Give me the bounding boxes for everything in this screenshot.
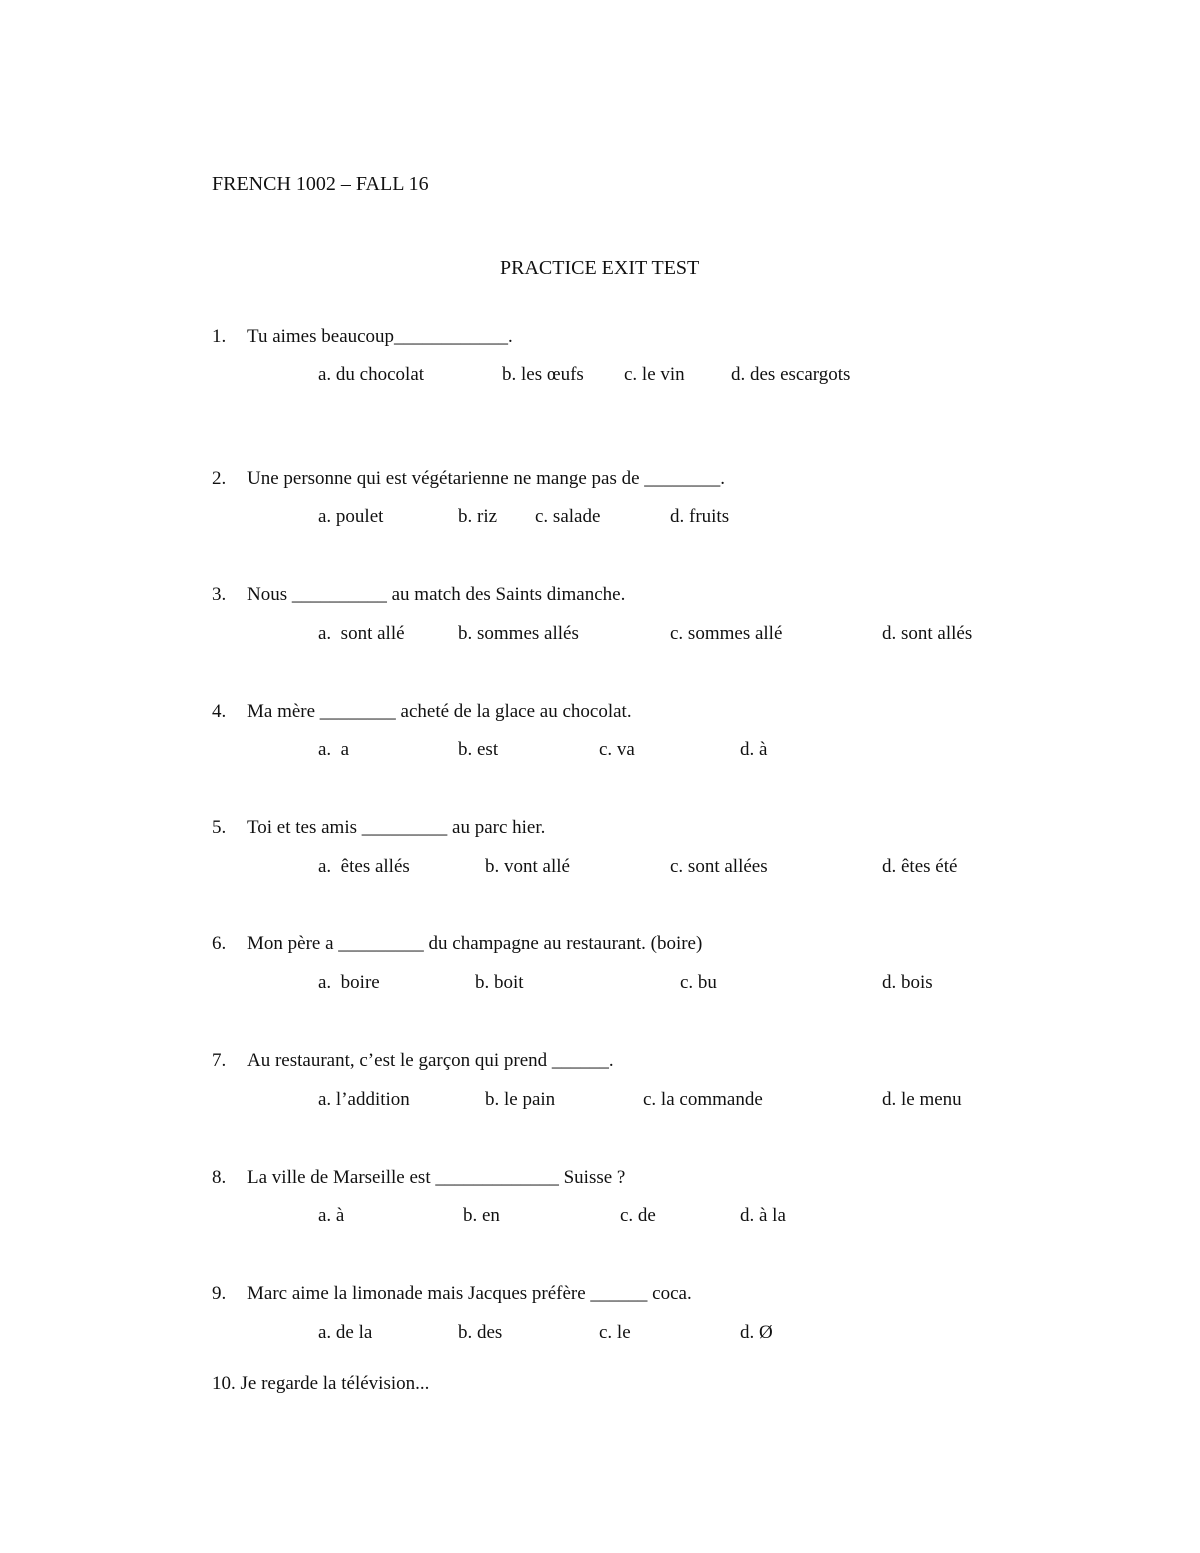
question-number: 7. [212, 1050, 227, 1071]
option-d: d. sont allés [882, 623, 973, 644]
question-number: 3. [212, 584, 227, 605]
question-text: Marc aime la limonade mais Jacques préfère ______ coca. [247, 1283, 692, 1304]
option-c: c. le vin [624, 364, 685, 385]
option-a: a. êtes allés [318, 856, 410, 877]
option-d: d. êtes été [882, 856, 958, 877]
question-number: 9. [212, 1283, 227, 1304]
option-c: c. le [599, 1322, 631, 1343]
option-d: d. Ø [740, 1322, 773, 1343]
option-c: c. va [599, 739, 635, 760]
option-d: d. bois [882, 972, 933, 993]
question-number: 6. [212, 933, 227, 954]
option-d: d. des escargots [731, 364, 851, 385]
question-text: Tu aimes beaucoup____________. [247, 326, 513, 347]
question-text: Au restaurant, c’est le garçon qui prend ______. [247, 1050, 614, 1071]
option-a: a. à [318, 1205, 345, 1226]
option-d: d. fruits [670, 506, 730, 527]
question-text: Nous __________ au match des Saints dimanche. [247, 584, 626, 605]
question-text: Toi et tes amis _________ au parc hier. [247, 817, 546, 838]
option-b: b. des [458, 1322, 503, 1343]
option-b: b. est [458, 739, 499, 760]
option-d: d. à [740, 739, 768, 760]
option-c: c. sommes allé [670, 623, 783, 644]
option-a: a. sont allé [318, 623, 405, 644]
option-a: a. de la [318, 1322, 373, 1343]
question-text: Une personne qui est végétarienne ne mange pas de ________. [247, 468, 726, 489]
option-b: b. le pain [485, 1089, 556, 1110]
question-number: 4. [212, 701, 227, 722]
option-c: c. de [620, 1205, 656, 1226]
option-b: b. riz [458, 506, 498, 527]
question-10: 10. Je regarde la télévision... [212, 1373, 430, 1394]
question-text: Ma mère ________ acheté de la glace au chocolat. [247, 701, 632, 722]
option-a: a. boire [318, 972, 380, 993]
question-text: La ville de Marseille est _____________ Suisse ? [247, 1167, 626, 1188]
option-d: d. à la [740, 1205, 786, 1226]
question-number: 8. [212, 1167, 227, 1188]
option-b: b. boit [475, 972, 524, 993]
option-c: c. sont allées [670, 856, 768, 877]
option-c: c. salade [535, 506, 601, 527]
option-b: b. les œufs [502, 364, 584, 385]
option-a: a. poulet [318, 506, 384, 527]
option-c: c. bu [680, 972, 717, 993]
option-c: c. la commande [643, 1089, 763, 1110]
question-number: 1. [212, 326, 227, 347]
option-b: b. sommes allés [458, 623, 579, 644]
option-a: a. du chocolat [318, 364, 425, 385]
question-number: 5. [212, 817, 227, 838]
course-header: FRENCH 1002 – FALL 16 [212, 173, 429, 195]
option-b: b. en [463, 1205, 500, 1226]
option-b: b. vont allé [485, 856, 570, 877]
option-a: a. a [318, 739, 350, 760]
option-d: d. le menu [882, 1089, 962, 1110]
page-title: PRACTICE EXIT TEST [500, 257, 700, 279]
option-a: a. l’addition [318, 1089, 410, 1110]
question-text: Mon père a _________ du champagne au restaurant. (boire) [247, 933, 703, 954]
question-number: 2. [212, 468, 227, 489]
